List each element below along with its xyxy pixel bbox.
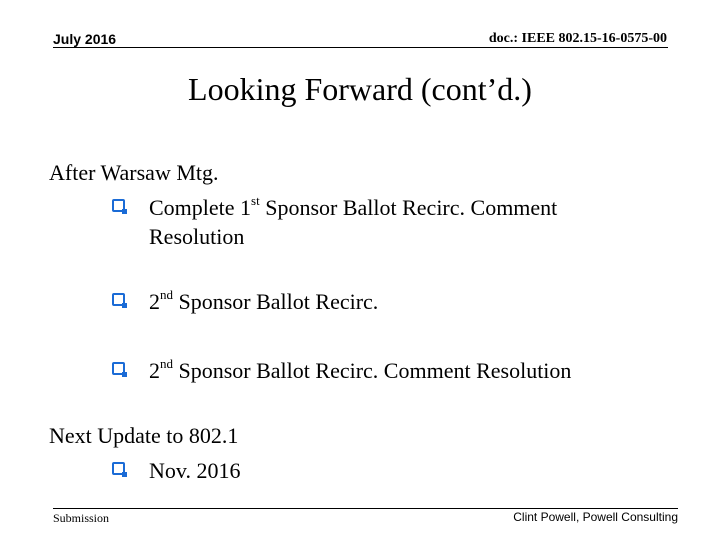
header-doc-id: doc.: IEEE 802.15-16-0575-00 — [488, 31, 667, 46]
bullet3-pre: 2 — [149, 358, 160, 383]
bullet2-sup: nd — [160, 286, 173, 302]
bullet1-text — [149, 193, 557, 222]
bullet-square-icon — [112, 199, 125, 212]
section1-heading: After Warsaw Mtg. — [49, 160, 219, 185]
bullet1-line2: Resolution — [149, 224, 245, 249]
bullet3-text — [149, 356, 571, 385]
bullet1-post: Sponsor Ballot Recirc. Comment — [259, 195, 558, 220]
footer-submission: Submission — [53, 511, 110, 525]
section2-heading: Next Update to 802.1 — [49, 423, 239, 448]
section2-bullet1: Nov. 2016 — [149, 458, 241, 483]
header-rule — [53, 47, 668, 48]
bullet1-sup: st — [251, 192, 260, 208]
footer-author: Clint Powell, Powell Consulting — [513, 510, 678, 524]
bullet-square-icon — [112, 293, 125, 306]
bullet-square-icon — [112, 362, 125, 375]
bullet3-post: Sponsor Ballot Recirc. Comment Resolution — [173, 358, 572, 383]
bullet2-pre: 2 — [149, 289, 160, 314]
footer-rule — [53, 508, 678, 509]
header-date: July 2016 — [53, 31, 117, 47]
bullet-square-icon — [112, 462, 125, 475]
bullet2-text — [149, 287, 378, 316]
slide-title: Looking Forward (cont’d.) — [188, 71, 532, 107]
bullet2-post: Sponsor Ballot Recirc. — [173, 289, 379, 314]
bullet3-sup: nd — [160, 355, 173, 371]
bullet1-pre: Complete 1 — [149, 195, 252, 220]
